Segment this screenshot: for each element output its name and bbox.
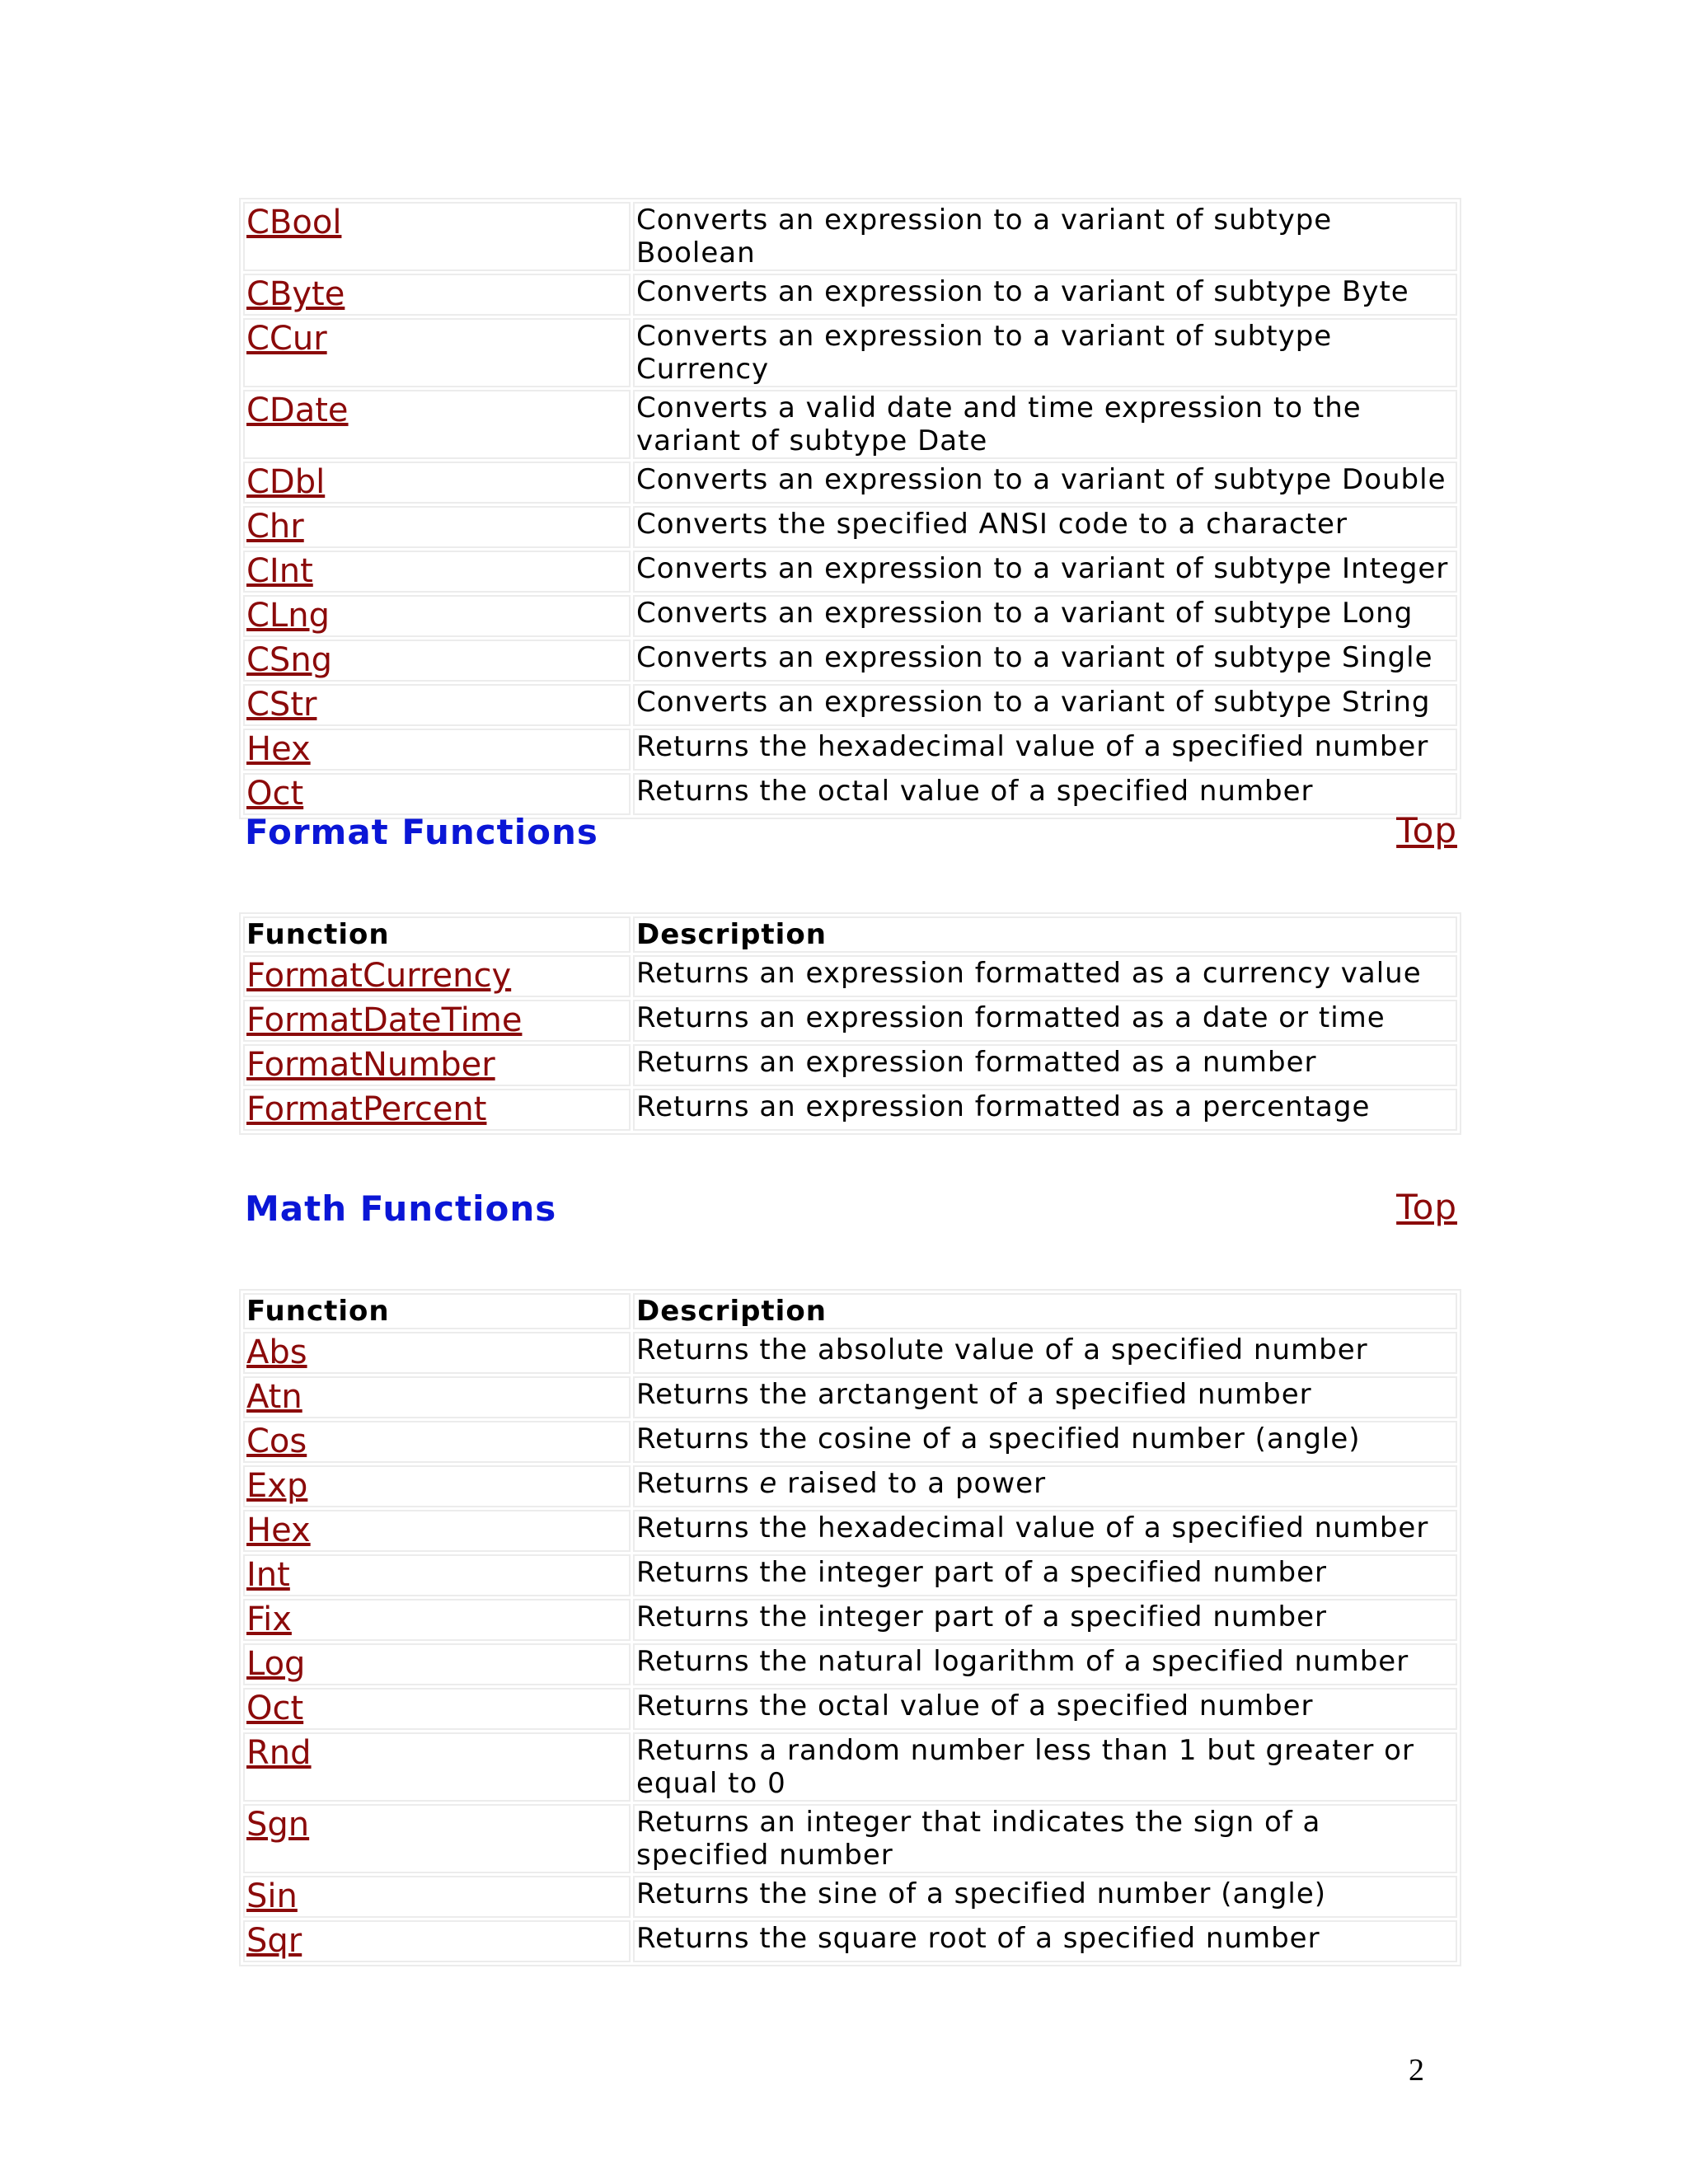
table-row bbox=[243, 1332, 1457, 1374]
function-link-csng[interactable]: CSng bbox=[246, 641, 333, 679]
table-row bbox=[243, 1044, 1457, 1086]
function-description: Returns the arctangent of a specified number bbox=[636, 1378, 1312, 1411]
table-row bbox=[243, 551, 1457, 593]
function-description: Returns the cosine of a specified number (angle) bbox=[636, 1422, 1361, 1455]
conversion-functions-table bbox=[239, 198, 1461, 819]
table-row bbox=[243, 1421, 1457, 1463]
function-description: Returns the integer part of a specified number bbox=[636, 1556, 1328, 1589]
table-row bbox=[243, 1465, 1457, 1507]
function-description: Returns a random number less than 1 but greater or equal to 0 bbox=[636, 1734, 1414, 1800]
function-description: Returns the natural logarithm of a specified number bbox=[636, 1645, 1409, 1678]
table-row bbox=[243, 773, 1457, 815]
column-header-function: Function bbox=[246, 1295, 390, 1328]
math-functions-heading: Math Functions bbox=[245, 1188, 557, 1229]
function-description: Converts an expression to a variant of subtype Long bbox=[636, 597, 1414, 630]
function-description: Returns the hexadecimal value of a specified number bbox=[636, 1511, 1429, 1544]
table-row bbox=[243, 1000, 1457, 1042]
function-description bbox=[636, 1467, 1046, 1500]
function-description: Returns the octal value of a specified number bbox=[636, 775, 1314, 808]
function-description: Returns the square root of a specified number bbox=[636, 1922, 1320, 1955]
column-header-function: Function bbox=[246, 918, 390, 951]
function-link-oct[interactable]: Oct bbox=[246, 775, 304, 813]
table-header-row bbox=[243, 1293, 1457, 1329]
table-row bbox=[243, 1643, 1457, 1685]
table-row bbox=[243, 390, 1457, 459]
function-description: Returns an expression formatted as a percentage bbox=[636, 1090, 1371, 1123]
function-link-oct[interactable]: Oct bbox=[246, 1690, 304, 1727]
function-link-formatnumber[interactable]: FormatNumber bbox=[246, 1046, 495, 1084]
function-link-ccur[interactable]: CCur bbox=[246, 320, 327, 358]
table-row bbox=[243, 1920, 1457, 1962]
function-link-cint[interactable]: CInt bbox=[246, 552, 313, 590]
function-link-exp[interactable]: Exp bbox=[246, 1467, 308, 1505]
table-row bbox=[243, 640, 1457, 682]
math-functions-table bbox=[239, 1289, 1461, 1966]
function-description: Returns the integer part of a specified number bbox=[636, 1601, 1328, 1633]
function-description: Returns an integer that indicates the sign of a specified number bbox=[636, 1806, 1321, 1872]
function-description: Converts an expression to a variant of subtype Integer bbox=[636, 552, 1449, 585]
function-link-chr[interactable]: Chr bbox=[246, 508, 304, 546]
function-link-formatcurrency[interactable]: FormatCurrency bbox=[246, 957, 512, 995]
table-row bbox=[243, 318, 1457, 387]
function-link-formatpercent[interactable]: FormatPercent bbox=[246, 1090, 487, 1128]
function-description: Converts an expression to a variant of subtype Currency bbox=[636, 320, 1333, 386]
function-link-atn[interactable]: Atn bbox=[246, 1378, 302, 1416]
function-description: Converts the specified ANSI code to a character bbox=[636, 508, 1348, 541]
format-functions-heading: Format Functions bbox=[245, 812, 598, 852]
table-row bbox=[243, 1510, 1457, 1552]
description-text: Returns bbox=[636, 1467, 760, 1500]
function-link-cdate[interactable]: CDate bbox=[246, 391, 349, 429]
table-row bbox=[243, 202, 1457, 271]
function-description: Returns an expression formatted as a currency value bbox=[636, 957, 1422, 990]
table-row bbox=[243, 274, 1457, 316]
function-link-cbool[interactable]: CBool bbox=[246, 204, 342, 241]
table-row bbox=[243, 506, 1457, 548]
function-link-abs[interactable]: Abs bbox=[246, 1333, 307, 1371]
table-row bbox=[243, 1554, 1457, 1596]
column-header-description: Description bbox=[636, 918, 827, 951]
table-row bbox=[243, 1599, 1457, 1641]
function-description: Converts an expression to a variant of subtype Byte bbox=[636, 275, 1409, 308]
function-link-hex[interactable]: Hex bbox=[246, 1511, 311, 1549]
function-link-cdbl[interactable]: CDbl bbox=[246, 463, 326, 501]
function-link-sin[interactable]: Sin bbox=[246, 1877, 298, 1915]
function-link-log[interactable]: Log bbox=[246, 1645, 306, 1683]
table-row bbox=[243, 1804, 1457, 1873]
page-number: 2 bbox=[1409, 2053, 1424, 2088]
table-row bbox=[243, 1688, 1457, 1730]
function-description: Returns the sine of a specified number (angle) bbox=[636, 1877, 1327, 1910]
function-description: Returns an expression formatted as a number bbox=[636, 1046, 1317, 1079]
table-row bbox=[243, 1732, 1457, 1802]
function-link-cstr[interactable]: CStr bbox=[246, 686, 317, 724]
function-description: Converts a valid date and time expression to the variant of subtype Date bbox=[636, 391, 1362, 457]
function-link-fix[interactable]: Fix bbox=[246, 1601, 292, 1638]
description-text: raised to a power bbox=[777, 1467, 1047, 1500]
function-description: Returns the absolute value of a specified number bbox=[636, 1333, 1368, 1366]
table-row bbox=[243, 1376, 1457, 1418]
table-row bbox=[243, 1089, 1457, 1131]
function-link-hex[interactable]: Hex bbox=[246, 730, 311, 768]
format-top-link[interactable]: Top bbox=[1396, 810, 1457, 851]
table-row bbox=[243, 684, 1457, 726]
table-header-row bbox=[243, 916, 1457, 953]
table-row bbox=[243, 729, 1457, 771]
format-functions-table bbox=[239, 912, 1461, 1135]
function-link-clng[interactable]: CLng bbox=[246, 597, 330, 635]
function-link-cos[interactable]: Cos bbox=[246, 1422, 307, 1460]
function-description: Returns an expression formatted as a date or time bbox=[636, 1001, 1386, 1034]
description-emphasis: e bbox=[759, 1467, 778, 1500]
math-top-link[interactable]: Top bbox=[1396, 1187, 1457, 1227]
function-link-sgn[interactable]: Sgn bbox=[246, 1806, 310, 1844]
function-description: Converts an expression to a variant of subtype Single bbox=[636, 641, 1433, 674]
function-link-int[interactable]: Int bbox=[246, 1556, 290, 1594]
function-description: Converts an expression to a variant of subtype Double bbox=[636, 463, 1447, 496]
function-link-rnd[interactable]: Rnd bbox=[246, 1734, 312, 1772]
function-description: Converts an expression to a variant of subtype String bbox=[636, 686, 1431, 719]
table-row bbox=[243, 595, 1457, 637]
table-row bbox=[243, 955, 1457, 997]
function-description: Converts an expression to a variant of subtype Boolean bbox=[636, 204, 1333, 269]
function-description: Returns the octal value of a specified number bbox=[636, 1690, 1314, 1722]
table-row bbox=[243, 1876, 1457, 1918]
function-link-sqr[interactable]: Sqr bbox=[246, 1922, 302, 1960]
function-link-cbyte[interactable]: CByte bbox=[246, 275, 345, 313]
table-row bbox=[243, 462, 1457, 504]
function-description: Returns the hexadecimal value of a specified number bbox=[636, 730, 1429, 763]
function-link-formatdatetime[interactable]: FormatDateTime bbox=[246, 1001, 523, 1039]
column-header-description: Description bbox=[636, 1295, 827, 1328]
